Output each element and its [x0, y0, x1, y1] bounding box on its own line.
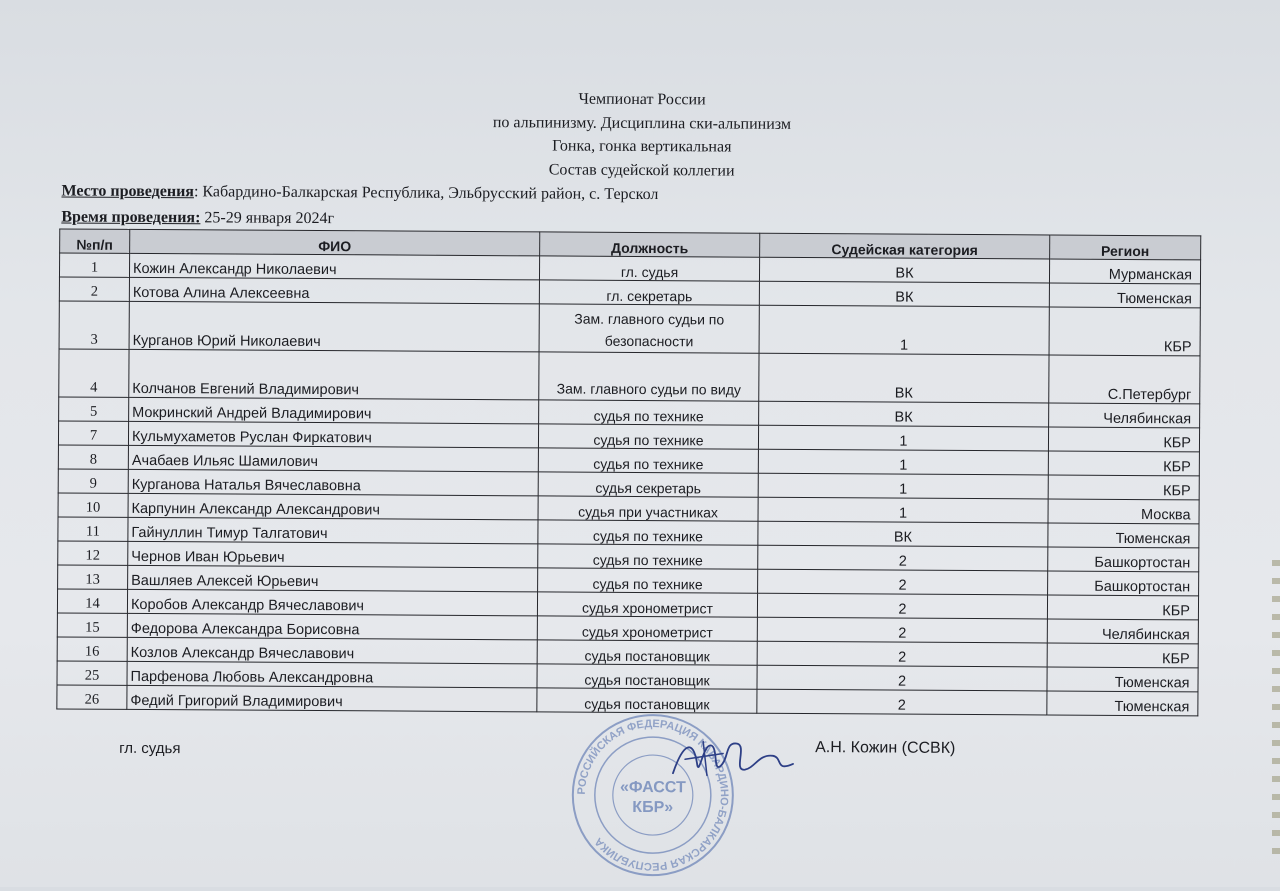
judge-name: Котова Алина Алексеевна: [129, 277, 539, 304]
header-category: Судейская категория: [760, 233, 1050, 259]
judge-category: ВК: [759, 353, 1049, 403]
judge-region: Москва: [1048, 499, 1199, 524]
judge-category: 1: [758, 425, 1048, 451]
row-number: 9: [58, 469, 128, 493]
judge-name: Курганов Юрий Николаевич: [129, 301, 539, 352]
row-number: 7: [58, 421, 128, 445]
judge-category: 2: [757, 665, 1047, 691]
judge-category: ВК: [759, 257, 1049, 283]
judge-region: Башкортостан: [1048, 547, 1199, 572]
judge-position: судья хронометрист: [537, 592, 757, 617]
venue-label: Место проведения: [61, 182, 195, 201]
judge-name: Козлов Александр Вячеславович: [127, 637, 537, 664]
judge-region: КБР: [1049, 307, 1200, 356]
judge-position: Зам. главного судьи по виду: [539, 352, 759, 401]
judge-name: Мокринский Андрей Владимирович: [129, 397, 539, 424]
judge-region: С.Петербург: [1049, 355, 1200, 404]
judge-position: гл. судья: [539, 256, 759, 281]
row-number: 8: [58, 445, 128, 469]
row-number: 25: [57, 661, 127, 685]
table-row: [59, 301, 1200, 356]
judge-category: ВК: [758, 521, 1048, 547]
title-line-4: Состав судейской коллегии: [548, 160, 735, 180]
svg-text:КБР»: КБР»: [632, 798, 674, 817]
judge-region: Тюменская: [1047, 691, 1198, 716]
judge-position: судья по технике: [538, 424, 758, 449]
judge-position: судья постановщик: [537, 664, 757, 689]
dates-value: 25-29 января 2024г: [200, 209, 335, 228]
judge-position: судья при участниках: [538, 496, 758, 521]
row-number: 2: [59, 277, 129, 301]
judge-position: судья по технике: [538, 568, 758, 593]
title-line-1: Чемпионат России: [578, 90, 706, 109]
judge-position: судья секретарь: [538, 472, 758, 497]
judge-category: 1: [758, 473, 1048, 499]
header-fio: ФИО: [130, 229, 540, 256]
judge-category: 1: [759, 305, 1049, 355]
page-edge-shadow: [1272, 560, 1280, 860]
judge-position: судья постановщик: [537, 640, 757, 665]
judge-name: Чернов Иван Юрьевич: [128, 541, 538, 568]
judge-region: КБР: [1047, 595, 1198, 620]
title-line-3: Гонка, гонка вертикальная: [552, 137, 732, 156]
judge-category: 2: [758, 569, 1048, 595]
judge-region: КБР: [1047, 643, 1198, 668]
judge-name: Колчанов Евгений Владимирович: [129, 349, 539, 400]
judge-name: Курганова Наталья Вячеславовна: [128, 469, 538, 496]
row-number: 15: [57, 613, 127, 637]
handwritten-signature: [663, 733, 813, 784]
judge-name: Федий Григорий Владимирович: [127, 685, 537, 712]
judge-region: Тюменская: [1049, 283, 1200, 308]
svg-text:РОССИЙСКАЯ ФЕДЕРАЦИЯ КАБАРДИНО: РОССИЙСКАЯ ФЕДЕРАЦИЯ КАБАРДИНО-БАЛКАРСКАЯ РЕСПУБЛИКА: [575, 717, 730, 873]
signer-role: гл. судья: [119, 739, 181, 758]
document-title: [442, 87, 843, 183]
judge-name: Федорова Александра Борисовна: [127, 613, 537, 640]
row-number: 10: [58, 493, 128, 517]
row-number: 3: [59, 301, 129, 349]
row-number: 4: [59, 349, 129, 397]
judge-name: Карпунин Александр Александрович: [128, 493, 538, 520]
judge-category: ВК: [759, 281, 1049, 307]
judge-category: 2: [757, 641, 1047, 667]
row-number: 14: [57, 589, 127, 613]
judges-table-body: [57, 253, 1201, 716]
judge-region: Челябинская: [1049, 403, 1200, 428]
judge-region: КБР: [1048, 427, 1199, 452]
judge-position: Зам. главного судьи по безопасности: [539, 304, 759, 353]
judge-name: Кожин Александр Николаевич: [129, 253, 539, 280]
judge-position: судья хронометрист: [537, 616, 757, 641]
svg-text:«ФАССТ: «ФАССТ: [619, 778, 686, 797]
judge-category: 1: [758, 497, 1048, 523]
row-number: 13: [58, 565, 128, 589]
header-num: №п/п: [60, 229, 130, 253]
dates-label: Время проведения:: [61, 208, 201, 227]
judge-name: Гайнуллин Тимур Талгатович: [128, 517, 538, 544]
row-number: 16: [57, 637, 127, 661]
judge-category: ВК: [759, 401, 1049, 427]
judge-region: Башкортостан: [1048, 571, 1199, 596]
judge-category: 2: [757, 689, 1047, 715]
judge-name: Парфенова Любовь Александровна: [127, 661, 537, 688]
dates-line: [61, 208, 334, 228]
venue-line: [61, 182, 658, 204]
judge-region: Тюменская: [1047, 667, 1198, 692]
header-position: Должность: [540, 232, 760, 257]
judge-category: 1: [758, 449, 1048, 475]
venue-value: : Кабардино-Балкарская Республика, Эльбрусский район, с. Терскол: [193, 183, 659, 204]
judge-name: Коробов Александр Вячеславович: [127, 589, 537, 616]
judge-position: судья по технике: [539, 400, 759, 425]
judge-region: Челябинская: [1047, 619, 1198, 644]
judge-name: Ачабаев Ильяс Шамилович: [128, 445, 538, 472]
title-line-2: по альпинизму. Дисциплина ски-альпинизм: [492, 113, 792, 133]
judge-category: 2: [757, 617, 1047, 643]
judge-region: КБР: [1048, 451, 1199, 476]
judge-position: судья по технике: [538, 544, 758, 569]
judge-region: Мурманская: [1049, 259, 1200, 284]
judge-category: 2: [757, 593, 1047, 619]
table-row: [59, 349, 1200, 404]
judge-position: гл. секретарь: [539, 280, 759, 305]
judge-position: судья по технике: [538, 448, 758, 473]
judge-category: 2: [758, 545, 1048, 571]
judge-region: КБР: [1048, 475, 1199, 500]
header-region: Регион: [1050, 235, 1201, 260]
judge-position: судья постановщик: [537, 688, 757, 713]
row-number: 11: [58, 517, 128, 541]
judge-name: Вашляев Алексей Юрьевич: [128, 565, 538, 592]
row-number: 5: [59, 397, 129, 421]
judges-table: [56, 228, 1201, 716]
judge-position: судья по технике: [538, 520, 758, 545]
row-number: 1: [59, 253, 129, 277]
signer-name: А.Н. Кожин (ССВК): [815, 739, 956, 757]
row-number: 26: [57, 685, 127, 709]
judge-name: Кульмухаметов Руслан Фиркатович: [128, 421, 538, 448]
judge-region: Тюменская: [1048, 523, 1199, 548]
row-number: 12: [58, 541, 128, 565]
